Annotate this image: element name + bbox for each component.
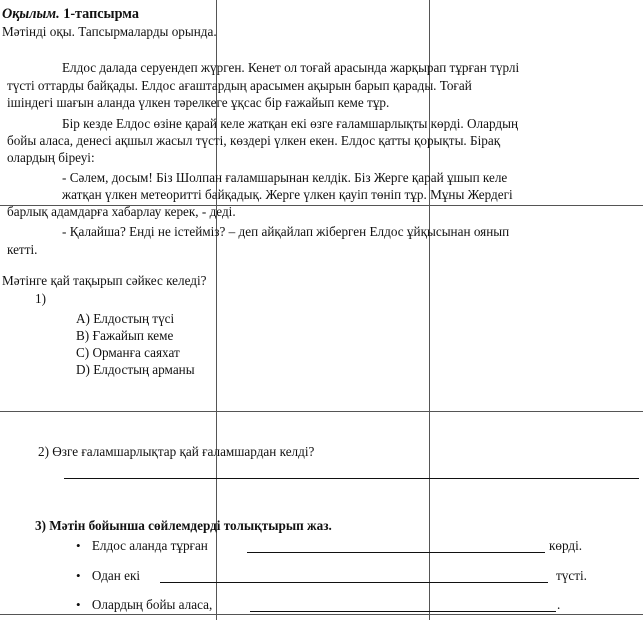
q3-item-2-after: түсті. [556,568,587,583]
q3-item-1-blank[interactable] [247,552,545,553]
grid-line-horizontal-3 [0,614,643,615]
q3-item-3-blank[interactable] [250,611,556,612]
q3-item-3-before: Олардың бойы аласа, [91,597,213,612]
q3-item-3 [76,597,212,612]
text-line-7: - Сәлем, досым! Біз Шолпан ғаламшарынан келдік. Біз Жерге қарай ұшып келе [62,170,508,185]
q1-question: Мәтінге қай тақырып сәйкес келеді? [2,273,207,288]
text-line-3: ішіндегі шағын аланда үлкен тәрелкеге ұқсас бір ғажайып кеме тұр. [7,95,390,110]
q3-item-2 [76,568,140,583]
q3-item-1 [76,538,208,553]
title-label: Оқылым. [2,6,60,22]
text-line-4: Бір кезде Елдос өзіне қарай келе жатқан екі өзге ғаламшарлықты көрді. Олардың [62,116,519,131]
q1-number: 1) [35,291,46,306]
text-line-9: барлық адамдарға хабарлау керек, - деді. [7,204,236,219]
text-line-1: Елдос далада серуендеп жүрген. Кенет ол тоғай арасында жарқырап тұрған түрлі [62,60,520,75]
text-line-6: олардың біреуі: [7,150,95,165]
text-line-5: бойы аласа, денесі ақшыл жасыл түсті, көздері үлкен екен. Елдос қатты қорықты. Бірақ [7,133,501,148]
q1-option-a[interactable]: A) Елдостың түсі [76,311,175,326]
bullet-icon: • [76,568,81,583]
text-line-11: кетті. [7,242,38,257]
q1-option-b[interactable]: B) Ғажайып кеме [76,328,174,343]
page-subtitle: Мәтінді оқы. Тапсырмаларды орында. [2,24,217,39]
bullet-icon: • [76,597,81,612]
title-task: 1-тапсырма [63,6,139,22]
q3-item-1-after: көрді. [549,538,583,553]
grid-line-horizontal-2 [0,411,643,412]
q1-option-d[interactable]: D) Елдостың арманы [76,362,195,377]
q1-option-c[interactable]: C) Орманға саяхат [76,345,180,360]
text-line-10: - Қалайша? Енді не істейміз? – деп айқайлап жіберген Елдос ұйқысынан оянып [62,224,510,239]
q2-answer-line[interactable] [64,478,639,479]
text-line-2: түсті оттарды байқады. Елдос ағаштардың арасымен ақырын барып қарады. Тоғай [7,78,472,93]
q3-item-2-blank[interactable] [160,582,548,583]
grid-line-vertical-2 [429,0,430,620]
q3-item-2-before: Одан екі [91,568,141,583]
q3-item-1-before: Елдос аланда тұрған [91,538,208,553]
page-title [2,7,139,22]
q2-question: 2) Өзге ғаламшарлықтар қай ғаламшардан келді? [38,444,315,459]
text-line-8: жатқан үлкен метеоритті байқадық. Жерге үлкен қауіп төніп тұр. Мұны Жердегі [62,187,513,202]
q3-question: 3) Мәтін бойынша сөйлемдерді толықтырып жаз. [35,518,332,533]
q3-item-3-after: . [557,597,561,612]
bullet-icon: • [76,538,81,553]
